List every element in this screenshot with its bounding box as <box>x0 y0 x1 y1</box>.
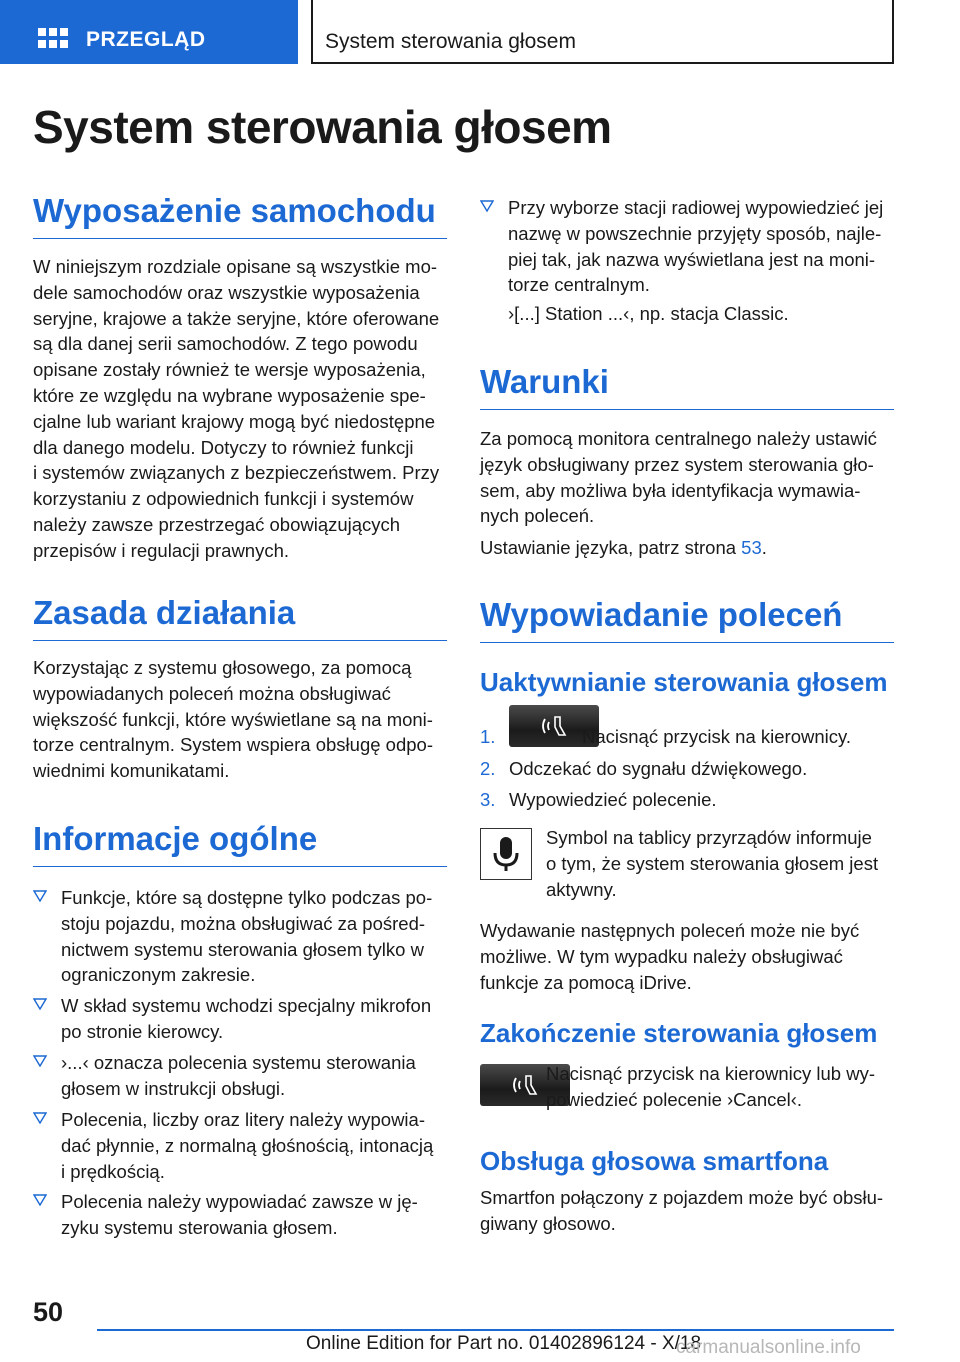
footer-edition: Online Edition for Part no. 01402896124 - X/18 <box>306 1333 702 1354</box>
note-text: Wydawanie następnych poleceń może nie być możliwe. W tym wypadku należy obsługiwać funkcje za pomocą iDrive. <box>480 920 860 993</box>
page-link-53[interactable]: 53 <box>741 537 762 558</box>
heading-principle: Zasada działania <box>33 594 447 641</box>
heading-equipment: Wyposażenie samochodu <box>33 192 447 239</box>
overview-tab[interactable] <box>0 0 298 64</box>
heading-speaking-commands: Wypowiadanie poleceń <box>480 596 894 643</box>
microphone-icon <box>480 828 532 880</box>
heading-ending: Zakończenie sterowania głosem <box>480 1018 878 1048</box>
bullet-item: ›...‹ oznacza polecenia systemu sterowania głosem w instrukcji obsługi. <box>33 1050 447 1102</box>
triangle-bullet-icon <box>480 199 494 213</box>
page-number: 50 <box>33 1297 64 1327</box>
radio-example: ›[...] Station ...‹, np. stacja Classic. <box>508 303 789 324</box>
watermark: carmanualsonline.info <box>676 1337 861 1358</box>
triangle-bullet-icon <box>33 1111 47 1125</box>
heading-smartphone: Obsługa głosowa smartfona <box>480 1146 829 1176</box>
bullet-item: W skład systemu wchodzi specjalny mikrofon po stronie kierowcy. <box>33 993 447 1045</box>
footer-divider <box>97 1329 894 1331</box>
equipment-text: W niniejszym rozdziale opisane są wszystkie mo‐ dele samochodów oraz wszystkie wyposażenia seryjne, krajowe a także seryjne, które oferowane są dla danej serii samochodów. Z tego powodu opisane zostały również te wersje wyposażenia, które ze względu na wybrane wyposażenie spe‐ cjalne lub wariant krajowy mogą być niedostępne dla danego modelu. Dotyczy to również funkcji i systemów związanych z bezpieczeństwem. Przy korzystaniu z odpowiednich funkcji i systemów należy zawsze przestrzegać obowiązujących przepisów i regulacji prawnych. <box>33 256 440 561</box>
bullet-item: Przy wyborze stacji radiowej wypowiedzieć jej nazwę w powszechnie przyjęty sposób, najle‐ piej tak, jak nazwa wyświetlana jest na moni‐ torze centralnym. <box>480 195 894 298</box>
grid-icon <box>38 28 68 52</box>
language-reference: Ustawianie języka, patrz strona 53. <box>480 537 767 558</box>
ending-text: Nacisnąć przycisk na kierownicy lub wy‐ powiedzieć polecenie ›Cancel‹. <box>546 1063 875 1110</box>
triangle-bullet-icon <box>33 997 47 1011</box>
breadcrumb <box>313 0 894 64</box>
triangle-bullet-icon <box>33 889 47 903</box>
bullet-item: Polecenia należy wypowiadać zawsze w ję‐ zyku systemu sterowania głosem. <box>33 1189 447 1241</box>
triangle-bullet-icon <box>33 1054 47 1068</box>
bullet-item: Polecenia, liczby oraz litery należy wypowia‐ dać płynnie, z normalną głośnością, intonacją i prędkością. <box>33 1107 447 1184</box>
triangle-bullet-icon <box>33 1193 47 1207</box>
smartphone-text: Smartfon połączony z pojazdem może być obsłu‐ giwany głosowo. <box>480 1187 884 1234</box>
tab-label: PRZEGLĄD <box>86 28 206 51</box>
bullet-item: Funkcje, które są dostępne tylko podczas po‐ stoju pojazdu, można obsługiwać za pośred‐ nictwem systemu sterowania głosem tylko w ograniczonym zakresie. <box>33 885 447 988</box>
heading-activation: Uaktywnianie sterowania głosem <box>480 667 888 697</box>
principle-text: Korzystając z systemu głosowego, za pomocą wypowiadanych poleceń można obsługiwać większość funkcji, które wyświetlane są na moni‐ torze centralnym. System wspiera obsługę odpo‐ wiednimi komunikatami. <box>33 657 433 782</box>
heading-conditions: Warunki <box>480 363 894 410</box>
symbol-info: Symbol na tablicy przyrządów informuje o tym, że system sterowania głosem jest aktywny. <box>546 827 879 900</box>
breadcrumb-text: System sterowania głosem <box>325 30 576 53</box>
heading-general-info: Informacje ogólne <box>33 820 447 867</box>
conditions-text: Za pomocą monitora centralnego należy ustawić język obsługiwany przez system sterowania gło‐ sem, aby możliwa była identyfikacja wymawia‐ nych poleceń. <box>480 428 877 527</box>
page-title: System sterowania głosem <box>33 101 612 153</box>
